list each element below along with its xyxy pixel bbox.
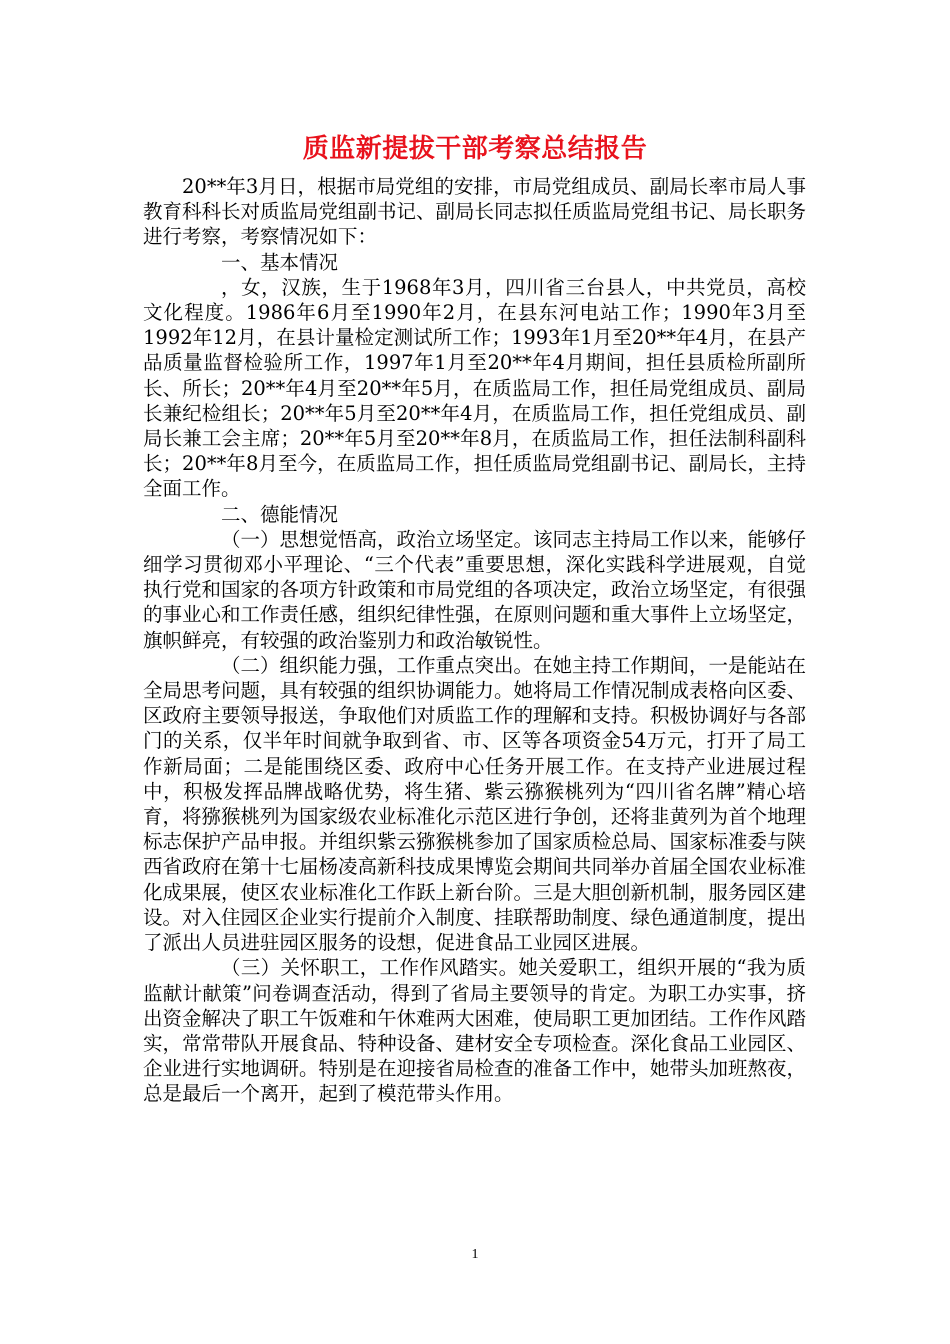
paragraph-organizational-ability: （二）组织能力强，工作重点突出。在她主持工作期间，一是能站在全局思考问题，具有较强的组织协调能力。她将局工作情况制成表格向区委、区政府主要领导报送，争取他们对质监工作的理解和支持。积极协调好与各部门的关系，仅半年时间就争取到省、市、区等各项资金54万元，打开了局工作新局面；二是能围绕区委、政府中心任务开展工作。在支持产业进展过程中，积极发挥品牌战略优势，将生猪、紫云猕猴桃列为“四川省名牌”精心培育，将猕猴桃列为国家级农业标准化示范区进行争创，还将韭黄列为首个地理标志保护产品申报。并组织紫云猕猴桃参加了国家质检总局、国家标准委与陕西省政府在第十七届杨凌高新科技成果博览会期间共同举办首届全国农业标准化成果展，使区农业标准化工作跃上新台阶。三是大胆创新机制，服务园区建设。对入住园区企业实行提前介入制度、挂联帮助制度、绿色通道制度，提出了派出人员进驻园区服务的设想，促进食品工业园区进展。 <box>143 653 807 955</box>
document-body <box>143 174 806 1107</box>
paragraph-basic-info: ，女，汉族，生于1968年3月，四川省三台县人，中共党员，高校文化程度。1986年6月至1990年2月，在县东河电站工作；1990年3月至1992年12月，在县计量检定测试所工作；1993年1月至20**年4月，在县产品质量监督检验所工作，1997年1月至20**年4月期间，担任县质检所副所长、所长；20**年4月至20**年5月，在质监局工作，担任局党组成员、副局长兼纪检组长；20**年5月至20**年4月，在质监局工作，担任党组成员、副局长兼工会主席；20**年5月至20**年8月，在质监局工作，担任法制科副科长；20**年8月至今，在质监局工作，担任质监局党组副书记、副局长，主持全面工作。 <box>143 275 806 501</box>
document-title: 质监新提拔干部考察总结报告 <box>302 134 648 164</box>
page-number: 1 <box>471 1247 479 1262</box>
section-heading-virtue-ability: 二、德能情况 <box>221 502 339 526</box>
paragraph-caring-staff: （三）关怀职工，工作作风踏实。她关爱职工，组织开展的“我为质监献计献策”问卷调查活动，得到了省局主要领导的肯定。为职工办实事，挤出资金解决了职工午饭难和午休难两大困难，使局职工更加团结。工作作风踏实，常常带队开展食品、特种设备、建材安全专项检查。深化食品工业园区、企业进行实地调研。特别是在迎接省局检查的准备工作中，她带头加班熬夜，总是最后一个离开，起到了模范带头作用。 <box>143 956 807 1106</box>
paragraph-political-stance: （一）思想觉悟高，政治立场坚定。该同志主持局工作以来，能够仔细学习贯彻邓小平理论、“三个代表”重要思想，深化实践科学进展观，自觉执行党和国家的各项方针政策和市局党组的各项决定，政治立场坚定，有很强的事业心和工作责任感，组织纪律性强，在原则问题和重大事件上立场坚定，旗帜鲜亮，有较强的政治鉴别力和政治敏锐性。 <box>143 527 807 652</box>
paragraph-intro: 20**年3月日，根据市局党组的安排，市局党组成员、副局长率市局人事教育科科长对质监局党组副书记、副局长同志拟任质监局党组书记、局长职务进行考察，考察情况如下： <box>143 175 807 249</box>
section-heading-basic-info: 一、基本情况 <box>221 250 339 274</box>
